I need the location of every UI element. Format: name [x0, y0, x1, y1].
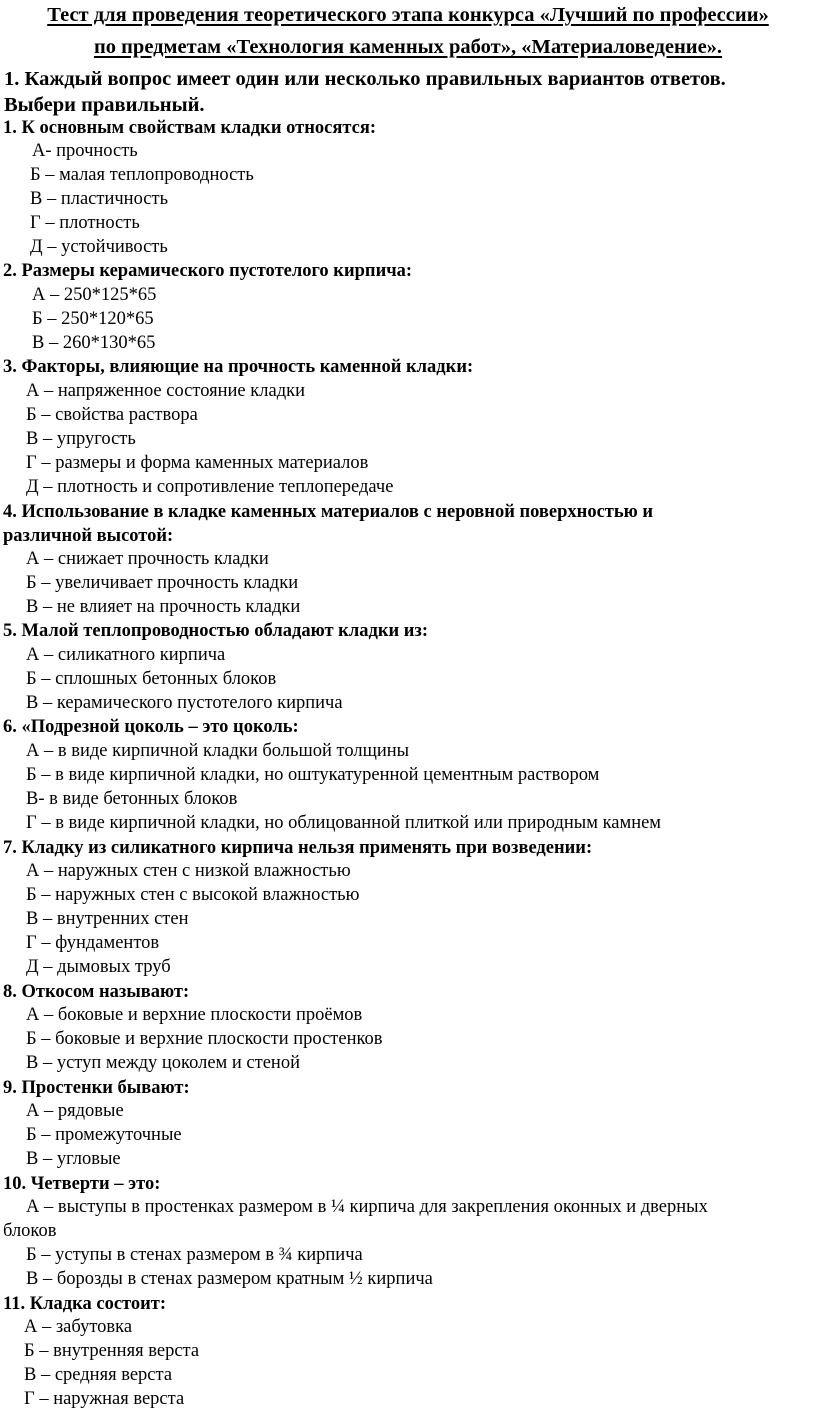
question-4-line-1: 4. Использование в кладке каменных материалов с неровной поверхностью и [3, 502, 654, 522]
answer-3d: Г – размеры и форма каменных материалов [26, 453, 369, 473]
answer-9b: Б – промежуточные [26, 1125, 182, 1145]
instruction-line-2: Выбери правильный. [4, 94, 205, 116]
answer-4b: Б – увеличивает прочность кладки [26, 573, 299, 593]
document-title-line-2: по предметам «Технология каменных работ», «Материаловедение». [93, 36, 723, 58]
answer-9a: А – рядовые [26, 1101, 124, 1121]
answer-6a: А – в виде кирпичной кладки большой толщины [26, 741, 410, 761]
answer-10c: В – борозды в стенах размером кратным ½ кирпича [26, 1269, 433, 1289]
answer-1a: А- прочность [32, 141, 138, 161]
answer-5b: Б – сплошных бетонных блоков [26, 669, 277, 689]
answer-4c: В – не влияет на прочность кладки [26, 597, 301, 617]
question-1: 1. К основным свойствам кладки относятся: [3, 118, 377, 138]
answer-7a: А – наружных стен с низкой влажностью [26, 861, 351, 881]
answer-4a: А – снижает прочность кладки [26, 549, 269, 569]
document-title-line-1: Тест для проведения теоретического этапа конкурса «Лучший по профессии» [47, 4, 769, 26]
question-10: 10. Четверти – это: [3, 1174, 161, 1194]
answer-11a: А – забутовка [24, 1317, 133, 1337]
question-3: 3. Факторы, влияющие на прочность каменной кладки: [3, 357, 474, 377]
answer-1b: Б – малая теплопроводность [30, 165, 254, 185]
answer-7e: Д – дымовых труб [26, 957, 171, 977]
answer-6c: В- в виде бетонных блоков [26, 789, 238, 809]
answer-7c: В – внутренних стен [26, 909, 189, 929]
answer-10a-line-1: А – выступы в простенках размером в ¼ кирпича для закрепления оконных и дверных [26, 1197, 708, 1217]
answer-6d: Г – в виде кирпичной кладки, но облицованной плиткой или природным камнем [26, 813, 662, 833]
answer-7b: Б – наружных стен с высокой влажностью [26, 885, 360, 905]
instruction-line-1: 1. Каждый вопрос имеет один или несколько правильных вариантов ответов. [4, 68, 726, 90]
question-7: 7. Кладку из силикатного кирпича нельзя применять при возведении: [3, 838, 593, 858]
question-6: 6. «Подрезной цоколь – это цоколь: [3, 717, 299, 737]
question-11: 11. Кладка состоит: [3, 1294, 167, 1314]
answer-10b: Б – уступы в стенах размером в ¾ кирпича [26, 1245, 363, 1265]
answer-2b: Б – 250*120*65 [32, 309, 154, 329]
answer-10a-line-2: блоков [3, 1221, 57, 1241]
answer-11b: Б – внутренняя верста [24, 1341, 200, 1361]
question-5: 5. Малой теплопроводностью обладают кладки из: [3, 621, 429, 641]
question-8: 8. Откосом называют: [3, 982, 190, 1002]
answer-1e: Д – устойчивость [30, 237, 168, 257]
question-2: 2. Размеры керамического пустотелого кирпича: [3, 261, 413, 281]
answer-7d: Г – фундаментов [26, 933, 160, 953]
answer-3c: В – упругость [26, 429, 136, 449]
answer-9c: В – угловые [26, 1149, 121, 1169]
answer-3e: Д – плотность и сопротивление теплопередаче [26, 477, 394, 497]
answer-11c: В – средняя верста [24, 1365, 173, 1385]
answer-3a: А – напряженное состояние кладки [26, 381, 305, 401]
question-9: 9. Простенки бывают: [3, 1078, 190, 1098]
answer-8c: В – уступ между цоколем и стеной [26, 1053, 300, 1073]
answer-1d: Г – плотность [30, 213, 140, 233]
answer-1c: В – пластичность [30, 189, 169, 209]
answer-6b: Б – в виде кирпичной кладки, но оштукатуренной цементным раствором [26, 765, 600, 785]
answer-5a: А – силикатного кирпича [26, 645, 226, 665]
answer-8b: Б – боковые и верхние плоскости простенков [26, 1029, 383, 1049]
answer-2a: А – 250*125*65 [32, 285, 157, 305]
answer-2c: В – 260*130*65 [32, 333, 156, 353]
answer-3b: Б – свойства раствора [26, 405, 198, 425]
answer-11d: Г – наружная верста [24, 1389, 185, 1409]
answer-5c: В – керамического пустотелого кирпича [26, 693, 343, 713]
answer-8a: А – боковые и верхние плоскости проёмов [26, 1005, 363, 1025]
question-4-line-2: различной высотой: [3, 526, 174, 546]
